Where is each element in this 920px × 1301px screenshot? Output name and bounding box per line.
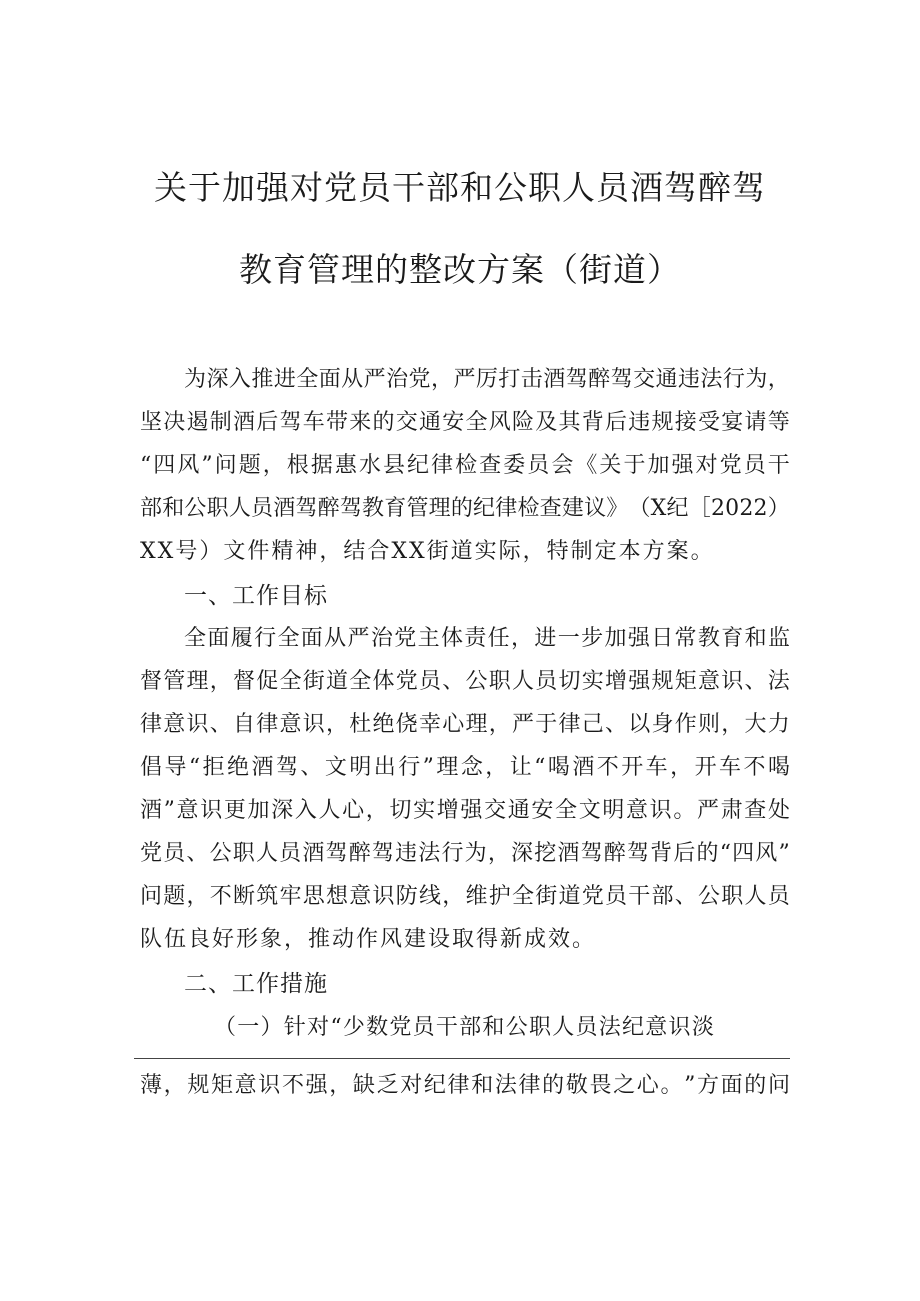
section-heading-2: 二、工作措施 xyxy=(184,971,328,997)
paragraph-line: 全 面 履 行 全 面 从 严 治 党 主 体 责 任 ， 进 一 步 加 强 日 常 教 育 和 监 xyxy=(184,626,790,651)
paragraph-line: XX号）文件精神，结合XX街道实际，特制定本方案。 xyxy=(140,539,715,564)
paragraph-line: 督 管 理 ， 督 促 全 街 道 全 体 党 员 、 公 职 人 员 切 实 增 强 规 矩 意 识 、 法 xyxy=(140,669,790,694)
paragraph-line: 为 深 入 推 进 全 面 从 严 治 党 ， 严 厉 打 击 酒 驾 醉 驾 交 通 违 法 行 为 ， xyxy=(184,367,790,392)
paragraph-line: 问 题 ， 不 断 筑 牢 思 想 意 识 防 线 ， 维 护 全 街 道 党 员 干 部 、 公 职 人 员 xyxy=(140,884,790,909)
title-line-1: 关于加强对党员干部和公职人员酒驾醉驾 xyxy=(154,168,766,207)
paragraph-line: 坚 决 遏 制 酒 后 驾 车 带 来 的 交 通 安 全 风 险 及 其 背 后 违 规 接 受 宴 请 等 xyxy=(140,410,790,435)
paragraph-line: 倡 导 “ 拒 绝 酒 驾 、 文 明 出 行 ” 理 念 ， 让 “ 喝 酒 不 开 车 ， 开 车 不 喝 xyxy=(140,755,790,780)
paragraph-line: 队伍良好形象，推动作风建设取得新成效。 xyxy=(140,927,597,952)
paragraph-line: 酒 ” 意 识 更 加 深 入 人 心 ， 切 实 增 强 交 通 安 全 文 明 意 识 。 严 肃 查 处 xyxy=(140,798,790,823)
horizontal-rule xyxy=(134,1058,790,1059)
paragraph-line: （ 一 ） 针 对 “ 少 数 党 员 干 部 和 公 职 人 员 法 纪 意 识 淡 xyxy=(214,1015,714,1040)
title-line-2: 教育管理的整改方案（街道） xyxy=(239,250,681,289)
paragraph-line: 党 员 、 公 职 人 员 酒 驾 醉 驾 违 法 行 为 ， 深 挖 酒 驾 醉 驾 背 后 的 “ 四 风 ” xyxy=(140,841,790,866)
section-heading-1: 一、工作目标 xyxy=(184,583,328,609)
paragraph-line: 部 和 公 职 人 员 酒 驾 醉 驾 教 育 管 理 的 纪 律 检 查 建 议 》 （ X 纪 ［ 2 0 2 2 ） xyxy=(140,496,790,521)
paragraph-line: 薄 ， 规 矩 意 识 不 强 ， 缺 乏 对 纪 律 和 法 律 的 敬 畏 之 心 。 ” 方 面 的 问 xyxy=(140,1073,790,1098)
paragraph-line: “ 四 风 ” 问 题 ， 根 据 惠 水 县 纪 律 检 查 委 员 会 《 关 于 加 强 对 党 员 干 xyxy=(140,453,790,478)
paragraph-line: 律 意 识 、 自 律 意 识 ， 杜 绝 侥 幸 心 理 ， 严 于 律 己 、 以 身 作 则 ， 大 力 xyxy=(140,712,790,737)
